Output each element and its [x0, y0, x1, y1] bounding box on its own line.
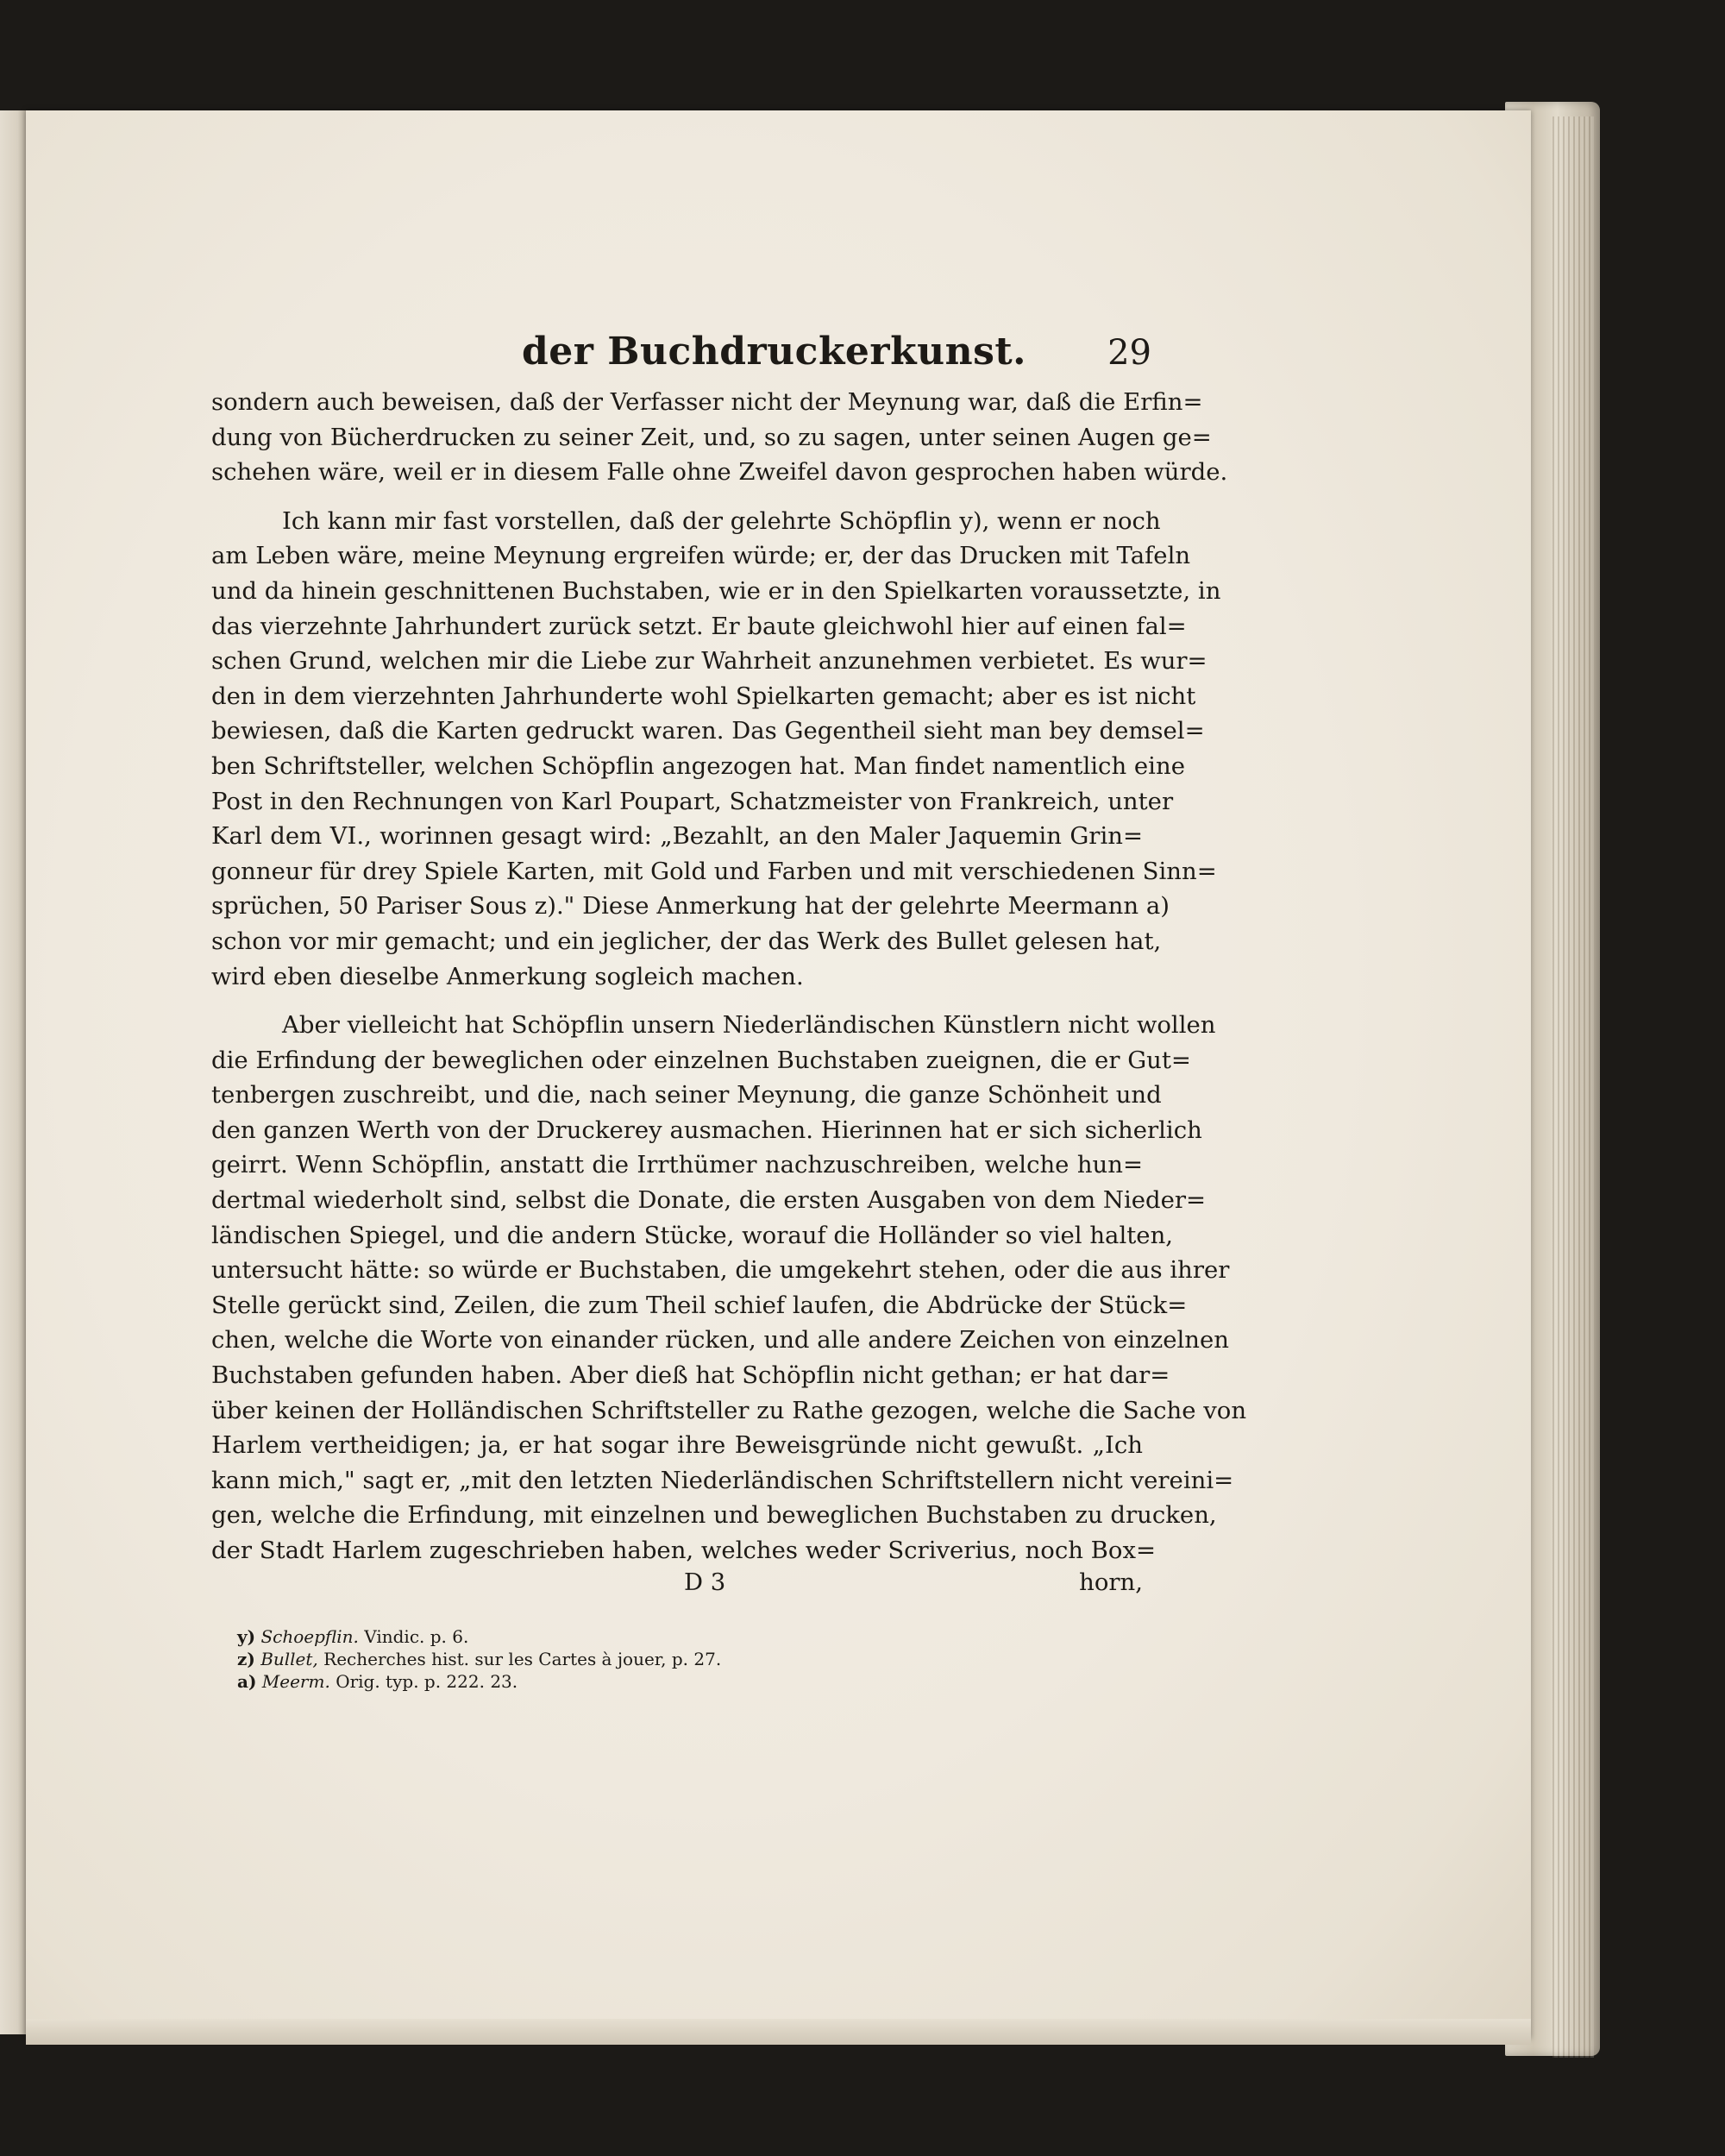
page-stack-texture — [1552, 116, 1594, 2058]
text-line: Ich kann mir fast vorstellen, daß der gelehrte Schöpflin y), wenn er noch — [282, 506, 1161, 535]
footnote-text: Orig. typ. p. 222. 23. — [336, 1670, 518, 1692]
text-line: wird eben dieselbe Anmerkung sogleich machen. — [211, 962, 804, 990]
text-line: den in dem vierzehnten Jahrhunderte wohl Spielkarten gemacht; aber es ist nicht — [211, 682, 1196, 710]
footnote-author: Schoepflin. — [260, 1625, 359, 1647]
text-line: dertmal wiederholt sind, selbst die Donate, die ersten Ausgaben von dem Nieder= — [211, 1186, 1207, 1215]
text-line: sondern auch beweisen, daß der Verfasser nicht der Meynung war, daß die Erfin= — [211, 388, 1203, 416]
text-line: Harlem vertheidigen; ja, er hat sogar ihre Beweisgründe nicht gewußt. „Ich — [211, 1431, 1143, 1460]
text-line: am Leben wäre, meine Meynung ergreifen würde; er, der das Drucken mit Tafeln — [211, 542, 1191, 570]
text-line: untersucht hätte: so würde er Buchstaben, die umgekehrt stehen, oder die aus ihrer — [211, 1256, 1230, 1285]
signature-mark: D 3 — [684, 1568, 726, 1596]
page-number: 29 — [1107, 333, 1151, 373]
page-bottom-edge — [26, 2019, 1531, 2045]
text-line: bewiesen, daß die Karten gedruckt waren. Das Gegentheil sieht man bey demsel= — [211, 717, 1205, 745]
footnote-author: Bullet, — [260, 1648, 318, 1669]
text-line: chen, welche die Worte von einander rücken, und alle andere Zeichen von einzelnen — [211, 1326, 1230, 1355]
footnotes — [211, 1625, 1143, 1693]
paragraph-3 — [211, 1008, 1247, 1568]
text-line: dung von Bücherdrucken zu seiner Zeit, und, so zu sagen, unter seinen Augen ge= — [211, 423, 1212, 451]
footnote — [237, 1625, 1143, 1648]
page-content — [211, 321, 1247, 1693]
text-line: ben Schriftsteller, welchen Schöpflin angezogen hat. Man findet namentlich eine — [211, 751, 1185, 780]
text-line: tenbergen zuschreibt, und die, nach seiner Meynung, die ganze Schönheit und — [211, 1081, 1162, 1109]
text-line: über keinen der Holländischen Schriftsteller zu Rathe gezogen, welche die Sache von — [211, 1396, 1247, 1424]
text-line: Aber vielleicht hat Schöpflin unsern Niederländischen Künstlern nicht wollen — [282, 1011, 1216, 1040]
running-head — [211, 321, 1151, 385]
footnote-text: Recherches hist. sur les Cartes à jouer, p. 27. — [323, 1648, 722, 1669]
paragraph-1 — [211, 385, 1228, 490]
text-line: gen, welche die Erfindung, mit einzelnen und beweglichen Buchstaben zu drucken, — [211, 1501, 1217, 1530]
footnote-author: Meerm. — [261, 1670, 330, 1692]
footnote — [237, 1648, 1143, 1670]
paragraph-2 — [211, 504, 1221, 994]
text-line: schehen wäre, weil er in diesem Falle ohne Zweifel davon gesprochen haben würde. — [211, 458, 1228, 487]
catch-row — [211, 1568, 1143, 1603]
text-line: Post in den Rechnungen von Karl Poupart, Schatzmeister von Frankreich, unter — [211, 787, 1174, 815]
text-line: schon vor mir gemacht; und ein jeglicher, der das Werk des Bullet gelesen hat, — [211, 927, 1162, 955]
footnote-mark: a) — [237, 1670, 257, 1692]
text-line: Stelle gerückt sind, Zeilen, die zum Theil schief laufen, die Abdrücke der Stück= — [211, 1291, 1188, 1319]
footnote-mark: y) — [237, 1625, 256, 1647]
text-line: den ganzen Werth von der Druckerey ausmachen. Hierinnen hat er sich sicherlich — [211, 1116, 1202, 1144]
catchword: horn, — [1079, 1568, 1143, 1596]
text-line: der Stadt Harlem zugeschrieben haben, welches weder Scriverius, noch Box= — [211, 1537, 1156, 1564]
footnote-mark: z) — [237, 1648, 255, 1669]
text-line: Karl dem VI., worinnen gesagt wird: „Bezahlt, an den Maler Jaquemin Grin= — [211, 822, 1143, 851]
footnote-text: Vindic. p. 6. — [364, 1625, 469, 1647]
text-line: sprüchen, 50 Pariser Sous z)." Diese Anmerkung hat der gelehrte Meermann a) — [211, 892, 1170, 921]
text-line: die Erfindung der beweglichen oder einzelnen Buchstaben zueignen, die er Gut= — [211, 1046, 1191, 1074]
footnote — [237, 1670, 1143, 1693]
text-line: ländischen Spiegel, und die andern Stücke, worauf die Holländer so viel halten, — [211, 1221, 1174, 1249]
text-line: gonneur für drey Spiele Karten, mit Gold und Farben und mit verschiedenen Sinn= — [211, 857, 1217, 885]
text-line: kann mich," sagt er, „mit den letzten Niederländischen Schriftstellern nicht vereini= — [211, 1466, 1234, 1494]
text-line: und da hinein geschnittenen Buchstaben, wie er in den Spielkarten voraussetzte, in — [211, 576, 1221, 605]
running-title: der Buchdruckerkunst. — [522, 330, 1026, 374]
text-line: geirrt. Wenn Schöpflin, anstatt die Irrthümer nachzuschreiben, welche hun= — [211, 1151, 1143, 1179]
text-line: Buchstaben gefunden haben. Aber dieß hat Schöpflin nicht gethan; er hat dar= — [211, 1361, 1170, 1390]
previous-page-edge — [0, 110, 29, 2034]
text-line: das vierzehnte Jahrhundert zurück setzt. Er baute gleichwohl hier auf einen fal= — [211, 612, 1187, 640]
text-line: schen Grund, welchen mir die Liebe zur Wahrheit anzunehmen verbietet. Es wur= — [211, 647, 1208, 676]
